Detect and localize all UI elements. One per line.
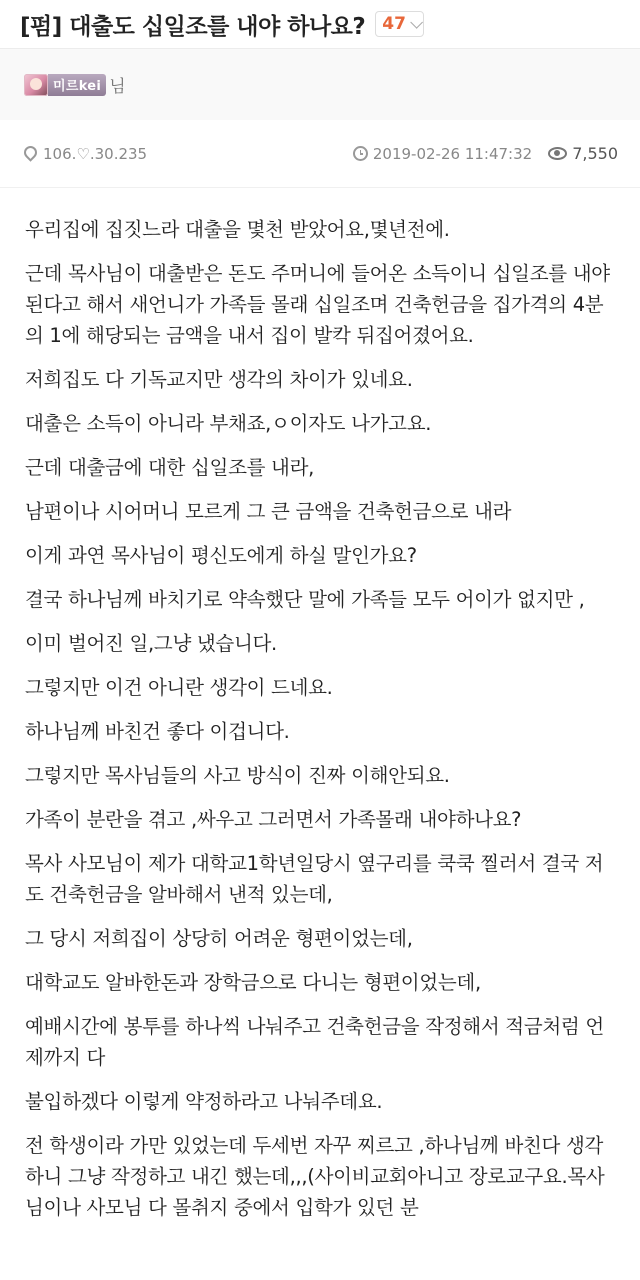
body-paragraph: 전 학생이라 가만 있었는데 두세번 자꾸 찌르고 ,하나님께 바친다 생각하니 그냥 작정하고 내긴 했는데,,,(사이비교회아니고 장로교구요.목사님이나 사모님 다 몰취지 중에서 입학가 있던 분 [25, 1134, 605, 1219]
body-paragraph: 그 당시 저희집이 상당히 어려운 형편이었는데, [25, 927, 413, 950]
body-paragraph: 그렇지만 이건 아니란 생각이 드네요. [25, 676, 333, 699]
body-paragraph: 가족이 분란을 겪고 ,싸우고 그러면서 가족몰래 내야하나요? [25, 808, 522, 831]
body-paragraph: 근데 목사님이 대출받은 돈도 주머니에 들어온 소득이니 십일조를 내야된다고 해서 새언니가 가족들 몰래 십일조며 건축헌금을 집가격의 4분의 1에 해당되는 금액을 내서 집이 발칵 뒤집어졌어요. [25, 262, 610, 347]
clock-icon [353, 146, 368, 161]
author-suffix: 님 [109, 77, 126, 97]
body-paragraph: 근데 대출금에 대한 십일조를 내라, [25, 456, 315, 479]
comment-count: 47 [382, 14, 406, 34]
nickname-badge[interactable] [48, 74, 106, 96]
post-meta [0, 120, 640, 188]
avatar[interactable] [24, 74, 48, 96]
body-paragraph: 남편이나 시어머니 모르게 그 큰 금액을 건축헌금으로 내라 [25, 500, 512, 523]
post-title: [펌] 대출도 십일조를 내야 하나요? [20, 13, 366, 40]
body-paragraph: 목사 사모님이 제가 대학교1학년일당시 옆구리를 쿡쿡 찔러서 결국 저도 건축헌금을 알바해서 낸적 있는데, [25, 852, 604, 906]
body-paragraph: 대학교도 알바한돈과 장학금으로 다니는 형편이었는데, [25, 971, 481, 994]
author-nickname: 미르kei [53, 79, 102, 94]
body-paragraph: 우리집에 집짓느라 대출을 몇천 받았어요,몇년전에. [25, 218, 450, 241]
comment-count-button[interactable] [375, 11, 424, 37]
body-paragraph: 하나님께 바친건 좋다 이겁니다. [25, 720, 290, 743]
body-paragraph: 예배시간에 봉투를 하나씩 나눠주고 건축헌금을 작정해서 적금처럼 언제까지 다 [25, 1015, 604, 1069]
body-paragraph: 그렇지만 목사님들의 사고 방식이 진짜 이해안되요. [25, 764, 450, 787]
eye-icon [548, 147, 567, 160]
author-bar [0, 48, 640, 120]
post-body [0, 214, 640, 1223]
body-paragraph: 불입하겠다 이렇게 약정하라고 나눠주데요. [25, 1090, 383, 1113]
body-paragraph: 대출은 소득이 아니라 부채죠,ㅇ이자도 나가고요. [25, 412, 432, 435]
post-title-bar [0, 0, 640, 48]
location-pin-icon [21, 143, 39, 161]
body-paragraph: 이게 과연 목사님이 평신도에게 하실 말인가요? [25, 544, 417, 567]
body-paragraph: 이미 벌어진 일,그냥 냈습니다. [25, 632, 277, 655]
author-ip: 106.♡.30.235 [43, 144, 148, 163]
view-count: 7,550 [572, 144, 618, 163]
post-datetime: 2019-02-26 11:47:32 [372, 144, 533, 163]
body-paragraph: 저희집도 다 기독교지만 생각의 차이가 있네요. [25, 368, 413, 391]
body-paragraph: 결국 하나님께 바치기로 약속했단 말에 가족들 모두 어이가 없지만 , [25, 588, 585, 611]
chevron-down-icon [410, 16, 423, 29]
